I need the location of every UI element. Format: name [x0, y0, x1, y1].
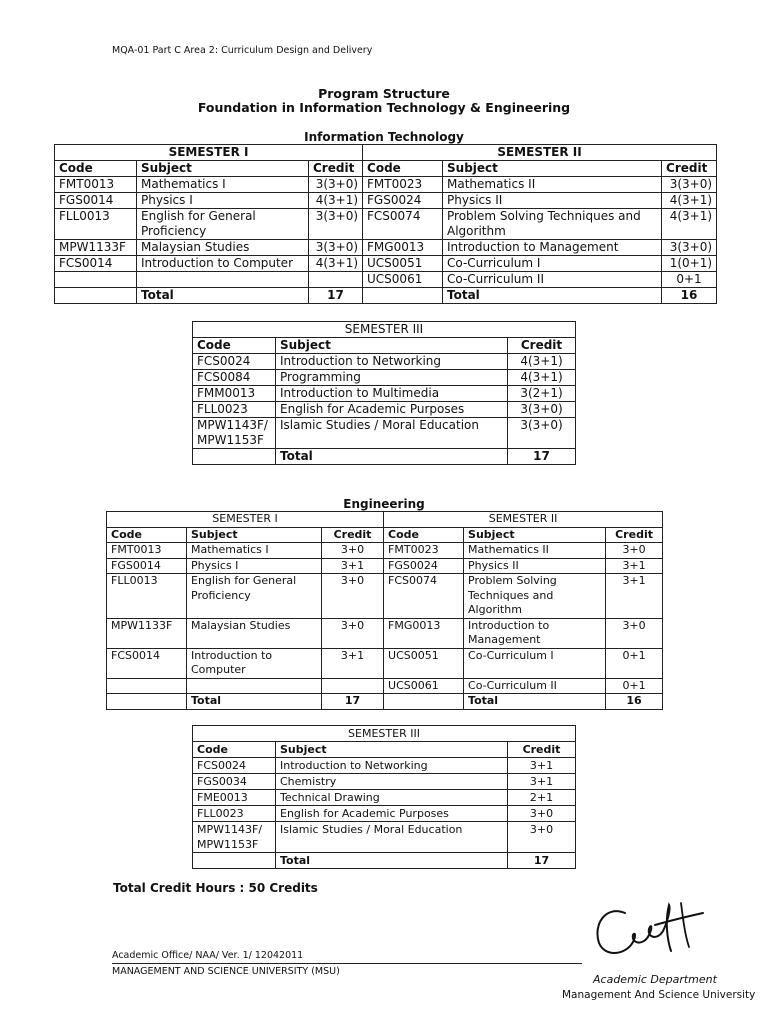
table-cell	[363, 288, 443, 304]
table-row	[55, 209, 717, 240]
total-label: Total	[276, 853, 508, 869]
table-row	[55, 193, 717, 209]
course-code: FGS0024	[363, 193, 443, 209]
course-subject: Islamic Studies / Moral Education	[276, 418, 508, 449]
course-subject: Physics I	[137, 193, 309, 209]
course-credit: 4(3+1)	[309, 193, 363, 209]
table-row	[107, 678, 663, 694]
course-subject: Co-Curriculum II	[464, 678, 606, 694]
total-credit: 16	[662, 288, 717, 304]
course-credit	[322, 678, 384, 694]
course-subject: Malaysian Studies	[137, 240, 309, 256]
course-subject: Mathematics II	[464, 543, 606, 559]
it-section-title: Information Technology	[304, 130, 464, 144]
course-subject	[187, 678, 322, 694]
course-code: FCS0024	[193, 354, 276, 370]
total-label: Total	[464, 694, 606, 710]
course-code: FMM0013	[193, 386, 276, 402]
course-subject: Introduction to Management	[464, 618, 606, 648]
course-code: FGS0024	[384, 558, 464, 574]
semester-heading: SEMESTER III	[193, 322, 576, 338]
it-sem1-sem2-table	[54, 144, 717, 304]
course-subject: Technical Drawing	[276, 790, 508, 806]
course-subject: English for Academic Purposes	[276, 402, 508, 418]
column-header: Subject	[276, 742, 508, 758]
column-header: Subject	[443, 161, 662, 177]
table-row	[193, 370, 576, 386]
table-row	[193, 790, 576, 806]
course-subject: Co-Curriculum I	[464, 648, 606, 678]
course-credit: 0+1	[606, 648, 663, 678]
course-code: FLL0013	[107, 574, 187, 619]
table-row	[193, 758, 576, 774]
course-credit: 3+0	[606, 618, 663, 648]
course-code: FLL0023	[193, 402, 276, 418]
course-code: UCS0061	[384, 678, 464, 694]
footer-divider	[112, 963, 582, 964]
course-credit: 3(3+0)	[662, 177, 717, 193]
table-cell	[193, 449, 276, 465]
course-code: FCS0074	[363, 209, 443, 240]
table-row	[55, 177, 717, 193]
course-credit: 4(3+1)	[662, 193, 717, 209]
course-credit: 3(3+0)	[309, 177, 363, 193]
course-subject: Malaysian Studies	[187, 618, 322, 648]
semester-heading: SEMESTER I	[107, 512, 384, 528]
course-subject: English for General Proficiency	[187, 574, 322, 619]
university-footer: MANAGEMENT AND SCIENCE UNIVERSITY (MSU)	[112, 966, 340, 977]
course-subject: Problem Solving Techniques and Algorithm	[443, 209, 662, 240]
course-subject: Introduction to Computer	[137, 256, 309, 272]
course-credit: 3(3+0)	[309, 240, 363, 256]
course-subject: Introduction to Networking	[276, 354, 508, 370]
course-code: UCS0051	[363, 256, 443, 272]
column-header: Subject	[137, 161, 309, 177]
course-credit: 2+1	[508, 790, 576, 806]
course-credit: 3(2+1)	[508, 386, 576, 402]
column-header: Credit	[322, 527, 384, 543]
course-credit	[309, 272, 363, 288]
course-code: FMT0023	[363, 177, 443, 193]
total-label: Total	[187, 694, 322, 710]
total-label: Total	[443, 288, 662, 304]
total-label: Total	[137, 288, 309, 304]
table-row	[107, 558, 663, 574]
course-credit: 3+1	[508, 774, 576, 790]
course-credit: 0+1	[662, 272, 717, 288]
column-header: Subject	[464, 527, 606, 543]
course-credit: 4(3+1)	[508, 370, 576, 386]
table-cell	[107, 694, 187, 710]
course-code: UCS0061	[363, 272, 443, 288]
department-stamp-line1: Academic Department	[593, 973, 717, 986]
department-stamp-line2: Management And Science University	[562, 989, 756, 1001]
table-row	[107, 648, 663, 678]
course-code: FCS0024	[193, 758, 276, 774]
table-row	[55, 256, 717, 272]
course-credit: 3+1	[606, 558, 663, 574]
column-header: Credit	[508, 338, 576, 354]
total-credit-hours: Total Credit Hours : 50 Credits	[113, 881, 318, 895]
course-subject: English for General Proficiency	[137, 209, 309, 240]
column-header: Credit	[309, 161, 363, 177]
course-code: MPW1143F/ MPW1153F	[193, 418, 276, 449]
course-credit: 3+0	[508, 822, 576, 853]
signature-icon	[585, 895, 715, 970]
course-subject: Islamic Studies / Moral Education	[276, 822, 508, 853]
course-subject: Problem Solving Techniques and Algorithm	[464, 574, 606, 619]
course-credit: 3+1	[322, 648, 384, 678]
course-credit: 3+1	[508, 758, 576, 774]
table-row	[193, 386, 576, 402]
course-credit: 3(3+0)	[508, 418, 576, 449]
it-sem3-table	[192, 321, 576, 465]
column-header: Code	[193, 338, 276, 354]
course-code: FGS0034	[193, 774, 276, 790]
course-subject: Introduction to Management	[443, 240, 662, 256]
course-credit: 4(3+1)	[508, 354, 576, 370]
course-subject: Physics II	[464, 558, 606, 574]
table-row	[193, 418, 576, 449]
course-subject: Introduction to Computer	[187, 648, 322, 678]
course-subject: Co-Curriculum I	[443, 256, 662, 272]
course-code: FGS0014	[55, 193, 137, 209]
course-credit: 0+1	[606, 678, 663, 694]
table-cell	[55, 288, 137, 304]
semester-heading: SEMESTER I	[55, 145, 363, 161]
semester-heading: SEMESTER III	[193, 726, 576, 742]
column-header: Code	[193, 742, 276, 758]
column-header: Subject	[276, 338, 508, 354]
course-credit: 1(0+1)	[662, 256, 717, 272]
course-credit: 3(3+0)	[662, 240, 717, 256]
course-credit: 3+0	[606, 543, 663, 559]
course-code: FMT0013	[55, 177, 137, 193]
table-row	[193, 806, 576, 822]
program-title: Program Structure	[318, 86, 450, 101]
course-code: FCS0074	[384, 574, 464, 619]
column-header: Credit	[606, 527, 663, 543]
course-credit: 3(3+0)	[309, 209, 363, 240]
eng-sem1-sem2-table	[106, 511, 663, 710]
table-row	[107, 618, 663, 648]
column-header: Code	[363, 161, 443, 177]
column-header: Credit	[662, 161, 717, 177]
column-header: Code	[384, 527, 464, 543]
course-credit: 3+1	[322, 558, 384, 574]
course-code: FCS0014	[107, 648, 187, 678]
course-credit: 3+0	[322, 618, 384, 648]
total-credit: 17	[508, 449, 576, 465]
table-row	[193, 402, 576, 418]
course-code: MPW1133F	[107, 618, 187, 648]
column-header: Code	[55, 161, 137, 177]
total-credit: 17	[309, 288, 363, 304]
course-subject: Mathematics I	[137, 177, 309, 193]
course-credit: 4(3+1)	[309, 256, 363, 272]
semester-heading: SEMESTER II	[384, 512, 663, 528]
course-code: FLL0013	[55, 209, 137, 240]
course-code: FMG0013	[384, 618, 464, 648]
course-credit: 3+0	[322, 543, 384, 559]
course-code: FMT0023	[384, 543, 464, 559]
course-credit: 3+1	[606, 574, 663, 619]
table-row	[55, 240, 717, 256]
total-label: Total	[276, 449, 508, 465]
course-subject: Introduction to Multimedia	[276, 386, 508, 402]
column-header: Credit	[508, 742, 576, 758]
table-row	[193, 822, 576, 853]
course-subject: Mathematics II	[443, 177, 662, 193]
version-footer: Academic Office/ NAA/ Ver. 1/ 12042011	[112, 950, 304, 961]
course-subject: English for Academic Purposes	[276, 806, 508, 822]
total-credit: 17	[508, 853, 576, 869]
course-code	[55, 272, 137, 288]
course-code	[107, 678, 187, 694]
column-header: Code	[107, 527, 187, 543]
course-subject: Physics II	[443, 193, 662, 209]
course-credit: 3+0	[322, 574, 384, 619]
table-row	[107, 574, 663, 619]
course-code: FLL0023	[193, 806, 276, 822]
course-code: FCS0084	[193, 370, 276, 386]
course-subject: Chemistry	[276, 774, 508, 790]
course-code: UCS0051	[384, 648, 464, 678]
course-code: MPW1133F	[55, 240, 137, 256]
course-code: FME0013	[193, 790, 276, 806]
course-subject: Physics I	[187, 558, 322, 574]
course-credit: 3(3+0)	[508, 402, 576, 418]
semester-heading: SEMESTER II	[363, 145, 717, 161]
table-row	[193, 774, 576, 790]
table-row	[107, 543, 663, 559]
table-cell	[384, 694, 464, 710]
column-header: Subject	[187, 527, 322, 543]
course-code: FMG0013	[363, 240, 443, 256]
course-subject: Introduction to Networking	[276, 758, 508, 774]
eng-section-title: Engineering	[343, 497, 425, 511]
course-code: FGS0014	[107, 558, 187, 574]
total-credit: 16	[606, 694, 663, 710]
document-header: MQA-01 Part C Area 2: Curriculum Design and Delivery	[112, 45, 373, 56]
course-code: FCS0014	[55, 256, 137, 272]
table-row	[55, 272, 717, 288]
course-subject: Co-Curriculum II	[443, 272, 662, 288]
program-subtitle: Foundation in Information Technology & Engineering	[197, 100, 571, 115]
course-code: MPW1143F/ MPW1153F	[193, 822, 276, 853]
course-code: FMT0013	[107, 543, 187, 559]
course-credit: 4(3+1)	[662, 209, 717, 240]
table-row	[193, 354, 576, 370]
course-subject	[137, 272, 309, 288]
table-cell	[193, 853, 276, 869]
course-credit: 3+0	[508, 806, 576, 822]
eng-sem3-table	[192, 725, 576, 869]
total-credit: 17	[322, 694, 384, 710]
course-subject: Programming	[276, 370, 508, 386]
course-subject: Mathematics I	[187, 543, 322, 559]
